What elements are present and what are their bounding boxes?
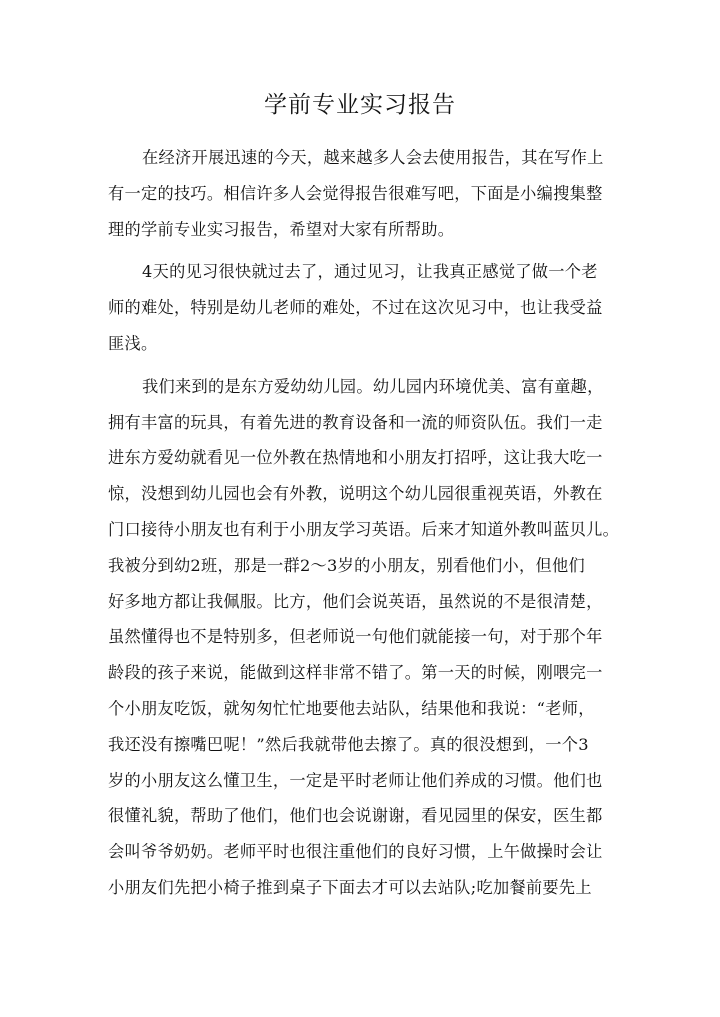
text-line: 进东方爱幼就看见一位外教在热情地和小朋友打招呼，这让我大吃一 (108, 448, 603, 468)
text-line: 我还没有擦嘴巴呢！”然后我就带他去擦了。真的很没想到，一个3 (108, 734, 589, 754)
text-line: 龄段的孩子来说，能做到这样非常不错了。第一天的时候，刚喂完一 (108, 663, 603, 683)
text-line: 很懂礼貌，帮助了他们，他们也会说谢谢，看见园里的保安，医生都 (108, 806, 603, 826)
paragraph-gap (108, 247, 618, 254)
text-line: 好多地方都让我佩服。比方，他们会说英语，虽然说的不是很清楚， (108, 591, 603, 611)
text-line: 惊，没想到幼儿园也会有外教，说明这个幼儿园很重视英语，外教在 (108, 484, 603, 504)
text-line: 理的学前专业实习报告，希望对大家有所帮助。 (108, 219, 455, 239)
text-line: 师的难处，特别是幼儿老师的难处，不过在这次见习中，也让我受益 (108, 298, 603, 318)
text-line: 在经济开展迅速的今天，越来越多人会去使用报告，其在写作上 (142, 148, 604, 167)
text-line: 匪浅。 (108, 333, 158, 353)
text-line: 拥有丰富的玩具，有着先进的教育设备和一流的师资队伍。我们一走 (108, 412, 603, 432)
paragraph (108, 254, 618, 361)
text-line: 小朋友们先把小椅子推到桌子下面去才可以去站队;吃加餐前要先上 (108, 877, 592, 897)
text-line: 岁的小朋友这么懂卫生，一定是平时老师让他们养成的习惯。他们也 (108, 770, 603, 790)
text-line: 我们来到的是东方爱幼幼儿园。幼儿园内环境优美、富有童趣， (142, 376, 604, 396)
document-title: 学前专业实习报告 (264, 92, 456, 118)
document-body (108, 140, 618, 906)
paragraph (108, 140, 618, 247)
paragraph-gap (108, 362, 618, 369)
text-line: 虽然懂得也不是特别多，但老师说一句他们就能接一句，对于那个年 (108, 627, 603, 647)
text-line: 门口接待小朋友也有利于小朋友学习英语。后来才知道外教叫蓝贝儿。 (108, 519, 620, 539)
text-line: 会叫爷爷奶奶。老师平时也很注重他们的良好习惯，上午做操时会让 (108, 842, 603, 862)
text-line: 有一定的技巧。相信许多人会觉得报告很难写吧，下面是小编搜集整 (108, 183, 603, 203)
text-line: 4天的见习很快就过去了，通过见习，让我真正感觉了做一个老 (142, 262, 598, 282)
text-line: 我被分到幼2班，那是一群2～3岁的小朋友，别看他们小，但他们 (108, 555, 585, 575)
paragraph (108, 369, 618, 906)
text-line: 个小朋友吃饭，就匆匆忙忙地要他去站队，结果他和我说：“老师， (108, 698, 595, 718)
